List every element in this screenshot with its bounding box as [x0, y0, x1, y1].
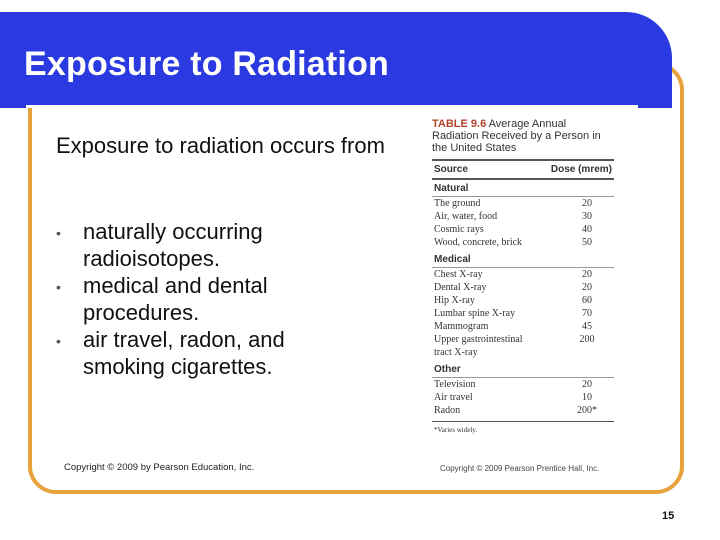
- table-header: [432, 159, 614, 180]
- slide-title: Exposure to Radiation: [24, 45, 390, 83]
- row-source: Dental X-ray: [434, 282, 487, 293]
- row-source: Hip X-ray: [434, 295, 475, 306]
- section-medical: Medical: [432, 251, 614, 268]
- table-row: [432, 197, 614, 210]
- table-footnote: *Varies widely.: [432, 421, 614, 438]
- section-other: Other: [432, 361, 614, 378]
- row-dose: 70: [582, 308, 592, 319]
- bullet-item: • medical and dental procedures.: [56, 273, 268, 325]
- table-row: [432, 378, 614, 391]
- row-dose: 200*: [577, 405, 597, 416]
- table-row: [432, 268, 614, 281]
- row-source: Air travel: [434, 392, 473, 403]
- row-dose: [562, 346, 612, 359]
- row-source: The ground: [434, 198, 481, 209]
- table-row: [432, 404, 614, 417]
- row-dose: 60: [582, 295, 592, 306]
- table-row: [432, 210, 614, 223]
- bullet-icon: •: [56, 225, 61, 241]
- copyright-right: Copyright © 2009 Pearson Prentice Hall, Inc.: [440, 464, 600, 473]
- row-gap: [432, 417, 614, 419]
- row-source: Mammogram: [434, 321, 489, 332]
- table-row: [432, 236, 614, 249]
- row-dose: 20: [582, 379, 592, 390]
- natural-rows: [432, 197, 614, 251]
- table-row: [432, 346, 614, 359]
- bullet-item: • air travel, radon, and smoking cigarettes.: [56, 327, 285, 379]
- table-row: [432, 333, 614, 346]
- row-dose: 50: [582, 237, 592, 248]
- row-source: Air, water, food: [434, 211, 498, 222]
- table-caption-text: Average Annual Radiation Received by a Person in the United States: [432, 118, 601, 154]
- table-number: TABLE 9.6: [432, 118, 487, 130]
- table-row: [432, 307, 614, 320]
- row-dose: 30: [582, 211, 592, 222]
- table-row: [432, 281, 614, 294]
- col-dose: Dose (mrem): [550, 164, 612, 175]
- row-dose: 45: [582, 321, 592, 332]
- table-row: [432, 223, 614, 236]
- bullet-item: • naturally occurring radioisotopes.: [56, 219, 263, 271]
- table-row: [432, 391, 614, 404]
- bullet-list: [56, 218, 356, 380]
- row-source: Lumbar spine X-ray: [434, 308, 516, 319]
- row-dose: 20: [582, 282, 592, 293]
- row-source: Radon: [434, 405, 461, 416]
- row-dose: 10: [582, 392, 592, 403]
- row-dose: 20: [582, 269, 592, 280]
- bullet-icon: •: [56, 279, 61, 295]
- intro-text: Exposure to radiation occurs from: [56, 133, 385, 158]
- radiation-table: [432, 118, 614, 438]
- row-dose: 200: [579, 334, 595, 345]
- page-number: 15: [662, 510, 675, 522]
- copyright-left: Copyright © 2009 by Pearson Education, Inc.: [64, 462, 255, 473]
- table-caption: [432, 118, 614, 154]
- medical-rows: [432, 268, 614, 361]
- table-row: [432, 294, 614, 307]
- section-natural: Natural: [432, 180, 614, 197]
- col-source: Source: [434, 164, 468, 175]
- row-source: Upper gastrointestinal: [434, 334, 523, 345]
- row-dose: 20: [582, 198, 592, 209]
- other-rows: [432, 378, 614, 419]
- row-source: Wood, concrete, brick: [434, 237, 523, 248]
- row-source: tract X-ray: [434, 347, 478, 358]
- row-source: Television: [434, 379, 476, 390]
- row-source: Cosmic rays: [434, 224, 484, 235]
- title-underline: [26, 105, 638, 108]
- row-dose: 40: [582, 224, 592, 235]
- bullet-icon: •: [56, 333, 61, 349]
- title-bar: [0, 12, 672, 108]
- table-row: [432, 320, 614, 333]
- row-source: Chest X-ray: [434, 269, 483, 280]
